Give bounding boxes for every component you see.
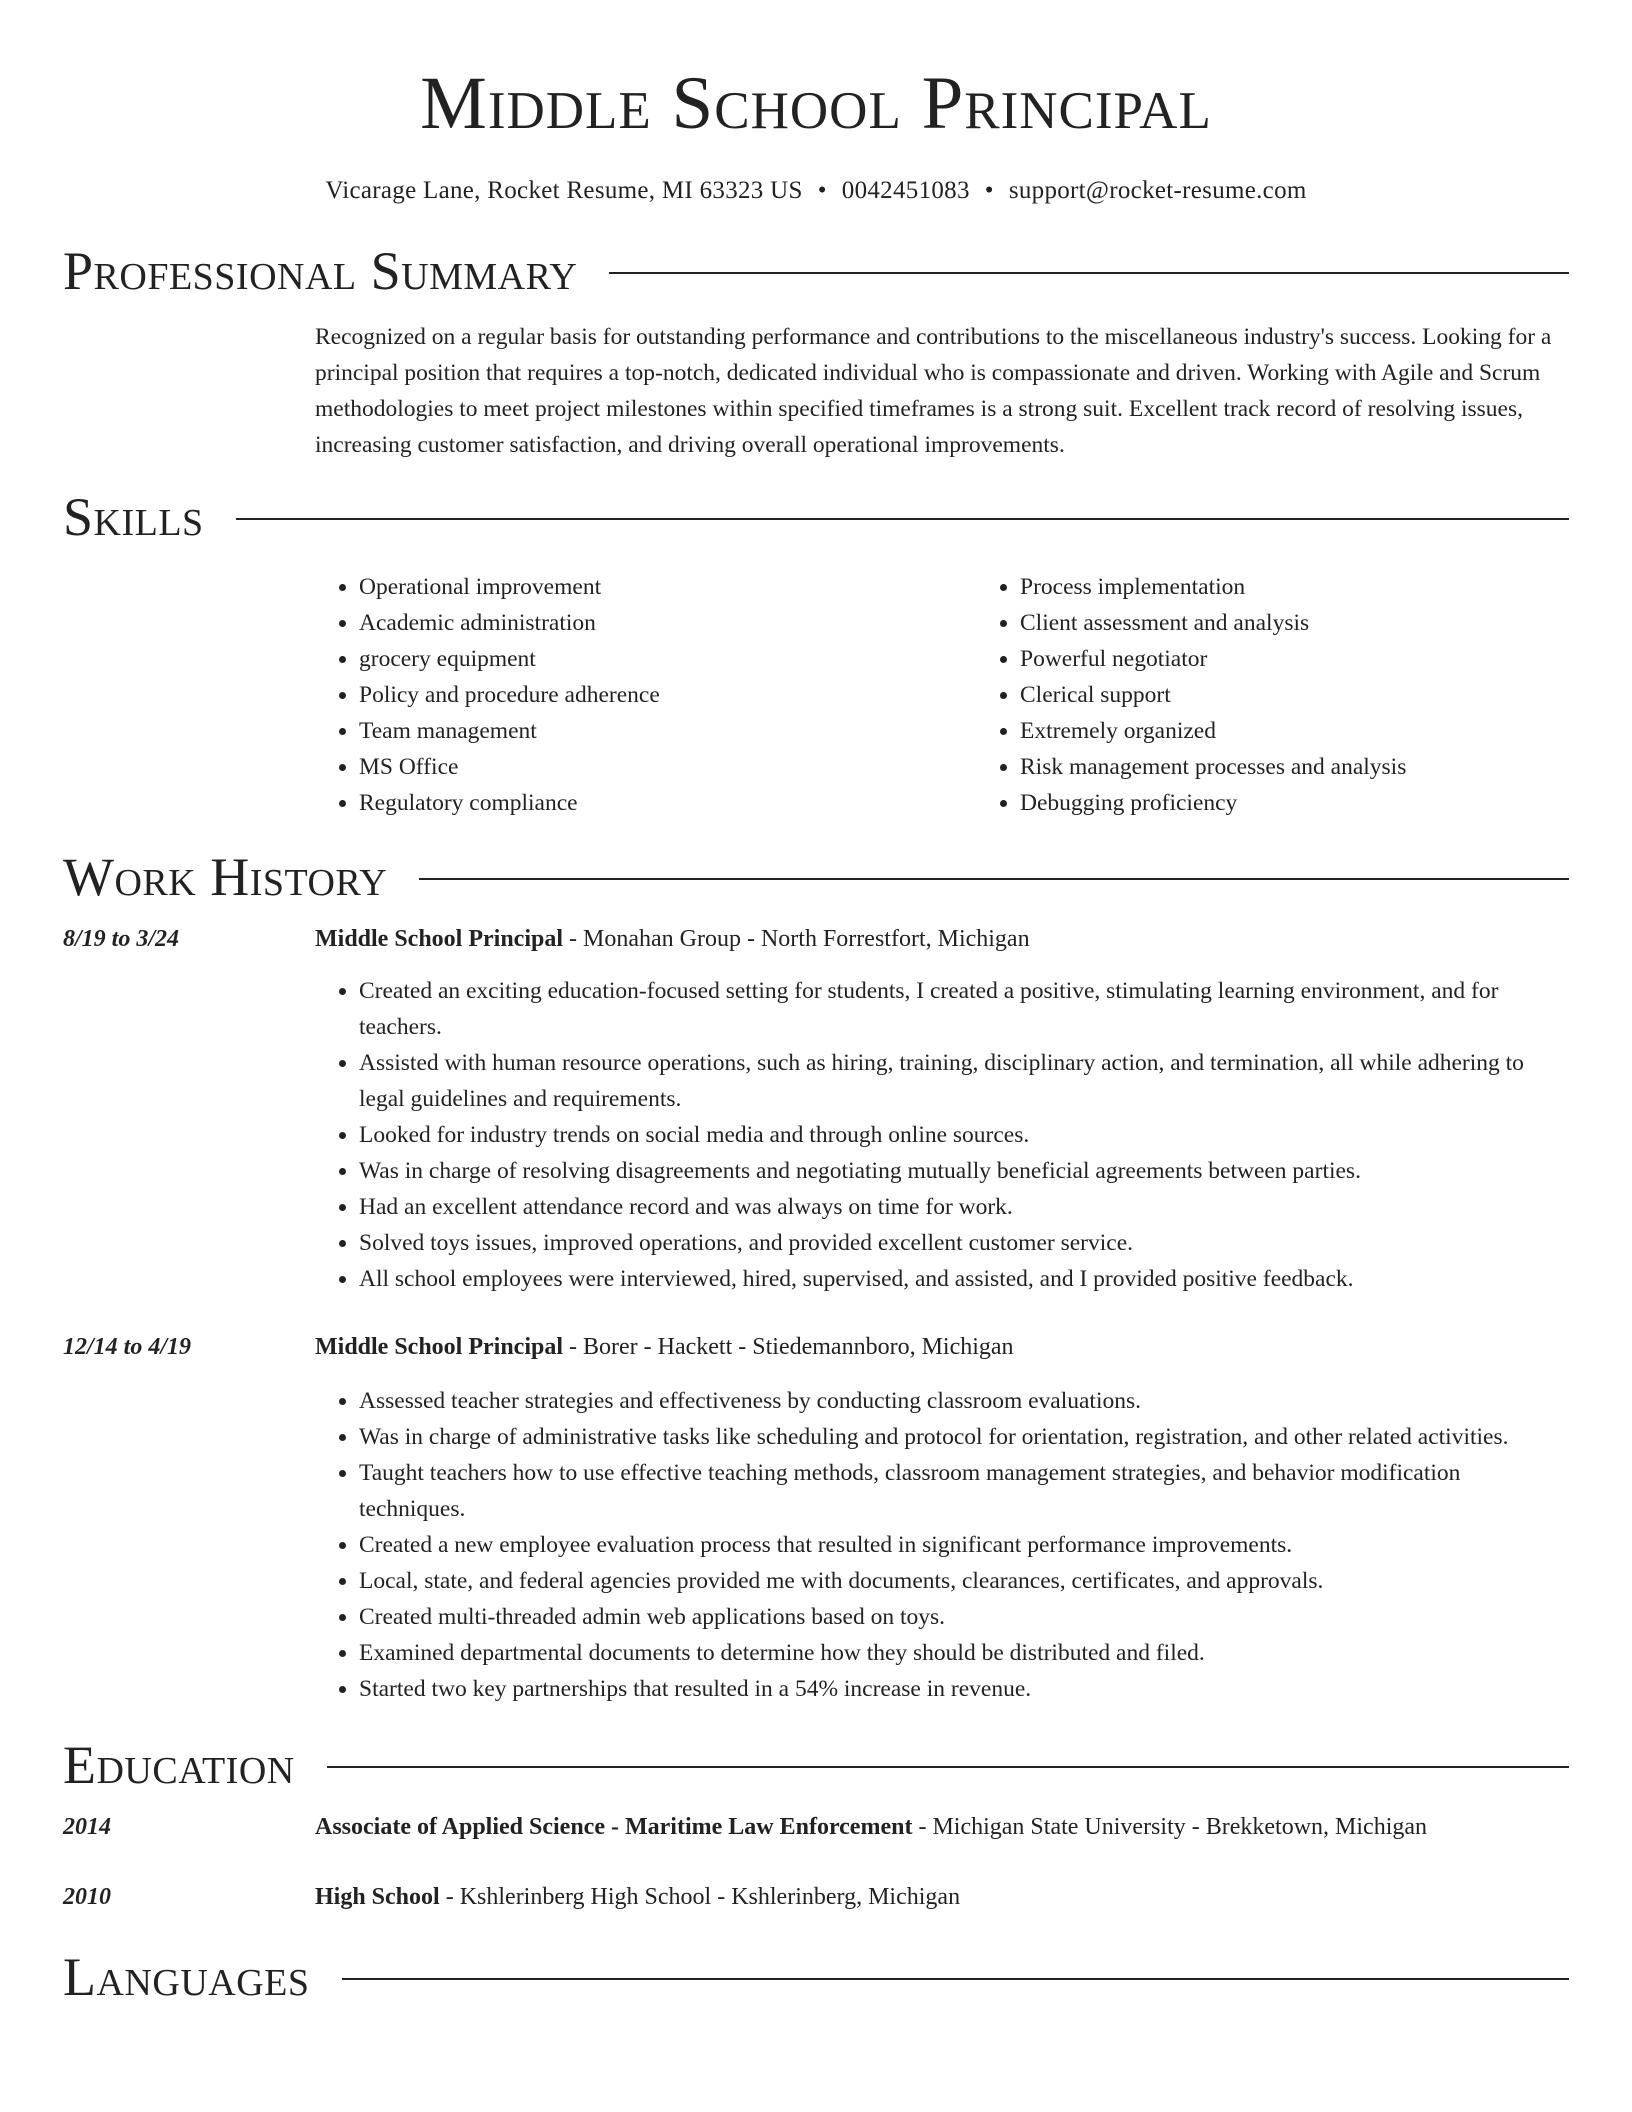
job-bullet: • All school employees were interviewed, hired, supervised, and assisted, and I provided positive feedback.	[359, 1261, 1569, 1297]
skill-item: • Academic administration	[359, 605, 976, 641]
job-bullets	[315, 973, 1569, 1297]
job-title-line	[315, 1329, 1014, 1365]
skill-item: • Client assessment and analysis	[1020, 605, 1569, 641]
job-title-line	[315, 921, 1030, 957]
education-year: 2010	[63, 1884, 111, 1910]
education-entry	[63, 1809, 1569, 1845]
section-title-languages: Languages	[63, 1947, 310, 2007]
job-dates: 8/19 to 3/24	[63, 926, 180, 952]
education-school: - Michigan State University - Brekketown, Michigan	[912, 1814, 1428, 1840]
education-entry	[63, 1879, 1569, 1915]
skills-list-left	[315, 569, 976, 821]
education-degree: Associate of Applied Science - Maritime Law Enforcement	[315, 1814, 913, 1840]
skill-item: • grocery equipment	[359, 641, 976, 677]
job-bullet: • Was in charge of administrative tasks like scheduling and protocol for orientation, registration, and other related activities.	[359, 1419, 1569, 1455]
job-bullet: • Assisted with human resource operations, such as hiring, training, disciplinary action, and termination, all while adhering to legal guidelines and requirements.	[359, 1045, 1569, 1117]
job-duties	[315, 973, 1569, 1297]
job-bullet: • Taught teachers how to use effective teaching methods, classroom management strategies, and behavior modification techniques.	[359, 1455, 1569, 1527]
job-bullet: • Assessed teacher strategies and effectiveness by conducting classroom evaluations.	[359, 1383, 1569, 1419]
education-line	[315, 1809, 1427, 1845]
job-header	[63, 921, 1569, 957]
section-title-skills: Skills	[63, 487, 204, 547]
section-title-summary: Professional Summary	[63, 241, 578, 301]
skill-item: • Extremely organized	[1020, 713, 1569, 749]
skills-list-right	[976, 569, 1569, 821]
contact-separator: •	[817, 177, 827, 204]
job-bullet: • Started two key partnerships that resulted in a 54% increase in revenue.	[359, 1671, 1569, 1707]
section-divider	[342, 1978, 1570, 1980]
skill-item: • Policy and procedure adherence	[359, 677, 976, 713]
job-bullet: • Local, state, and federal agencies provided me with documents, clearances, certificates, and approvals.	[359, 1563, 1569, 1599]
section-title-education: Education	[63, 1735, 295, 1795]
contact-separator: •	[984, 177, 994, 204]
section-divider	[236, 518, 1569, 520]
job-header	[63, 1329, 1569, 1365]
section-work-header	[63, 847, 1569, 907]
job-bullet: • Examined departmental documents to determine how they should be distributed and filed.	[359, 1635, 1569, 1671]
job-bullet: • Solved toys issues, improved operations, and provided excellent customer service.	[359, 1225, 1569, 1261]
contact-address: Vicarage Lane, Rocket Resume, MI 63323 US	[325, 177, 803, 204]
section-skills-header	[63, 487, 1569, 547]
contact-phone: 0042451083	[841, 177, 970, 204]
section-education-header	[63, 1735, 1569, 1795]
education-school: - Kshlerinberg High School - Kshlerinberg, Michigan	[439, 1884, 961, 1910]
education-degree: High School	[315, 1884, 440, 1910]
contact-email: support@rocket-resume.com	[1008, 177, 1307, 204]
skills-block	[315, 569, 1569, 821]
section-title-work: Work History	[63, 847, 388, 907]
job-bullet: • Was in charge of resolving disagreements and negotiating mutually beneficial agreements between parties.	[359, 1153, 1569, 1189]
skill-item: • Operational improvement	[359, 569, 976, 605]
job-company: - Borer - Hackett - Stiedemannboro, Michigan	[563, 1334, 1014, 1360]
job-duties	[315, 1383, 1569, 1707]
section-languages-header	[63, 1947, 1569, 2007]
job-company: - Monahan Group - North Forrestfort, Michigan	[563, 926, 1030, 952]
summary-block	[315, 319, 1569, 463]
job-bullets	[315, 1383, 1569, 1707]
skill-item: • MS Office	[359, 749, 976, 785]
job-entry	[0, 921, 1632, 1297]
skill-item: • Debugging proficiency	[1020, 785, 1569, 821]
job-bullet: • Created multi-threaded admin web applications based on toys.	[359, 1599, 1569, 1635]
section-divider	[327, 1766, 1569, 1768]
skill-item: • Clerical support	[1020, 677, 1569, 713]
skills-grid	[315, 569, 1569, 821]
job-title: Middle School Principal	[315, 926, 564, 952]
skill-item: • Team management	[359, 713, 976, 749]
skill-item: • Regulatory compliance	[359, 785, 976, 821]
candidate-name: Middle School Principal	[420, 62, 1212, 145]
job-bullet: • Created a new employee evaluation process that resulted in significant performance improvements.	[359, 1527, 1569, 1563]
education-year: 2014	[63, 1814, 111, 1840]
job-bullet: • Created an exciting education-focused setting for students, I created a positive, stimulating learning environment, and for teachers.	[359, 973, 1569, 1045]
section-divider	[609, 272, 1569, 274]
job-entry	[0, 1329, 1632, 1707]
education-line	[315, 1879, 960, 1915]
skill-item: • Process implementation	[1020, 569, 1569, 605]
section-divider	[419, 878, 1569, 880]
job-dates: 12/14 to 4/19	[63, 1334, 192, 1360]
job-bullet: • Had an excellent attendance record and was always on time for work.	[359, 1189, 1569, 1225]
job-title: Middle School Principal	[315, 1334, 564, 1360]
section-summary-header	[63, 241, 1569, 301]
job-bullet: • Looked for industry trends on social media and through online sources.	[359, 1117, 1569, 1153]
summary-text: Recognized on a regular basis for outstanding performance and contributions to the miscellaneous industry's success. Looking for a principal position that requires a top-notch, dedicated individual who is compassionate and driven. Working with Agile and Scrum methodologies to meet project milestones within specified timeframes is a strong suit. Excellent track record of resolving issues, increasing customer satisfaction, and driving overall operational improvements.	[315, 324, 1552, 458]
contact-line	[0, 176, 1632, 206]
skill-item: • Risk management processes and analysis	[1020, 749, 1569, 785]
skill-item: • Powerful negotiator	[1020, 641, 1569, 677]
